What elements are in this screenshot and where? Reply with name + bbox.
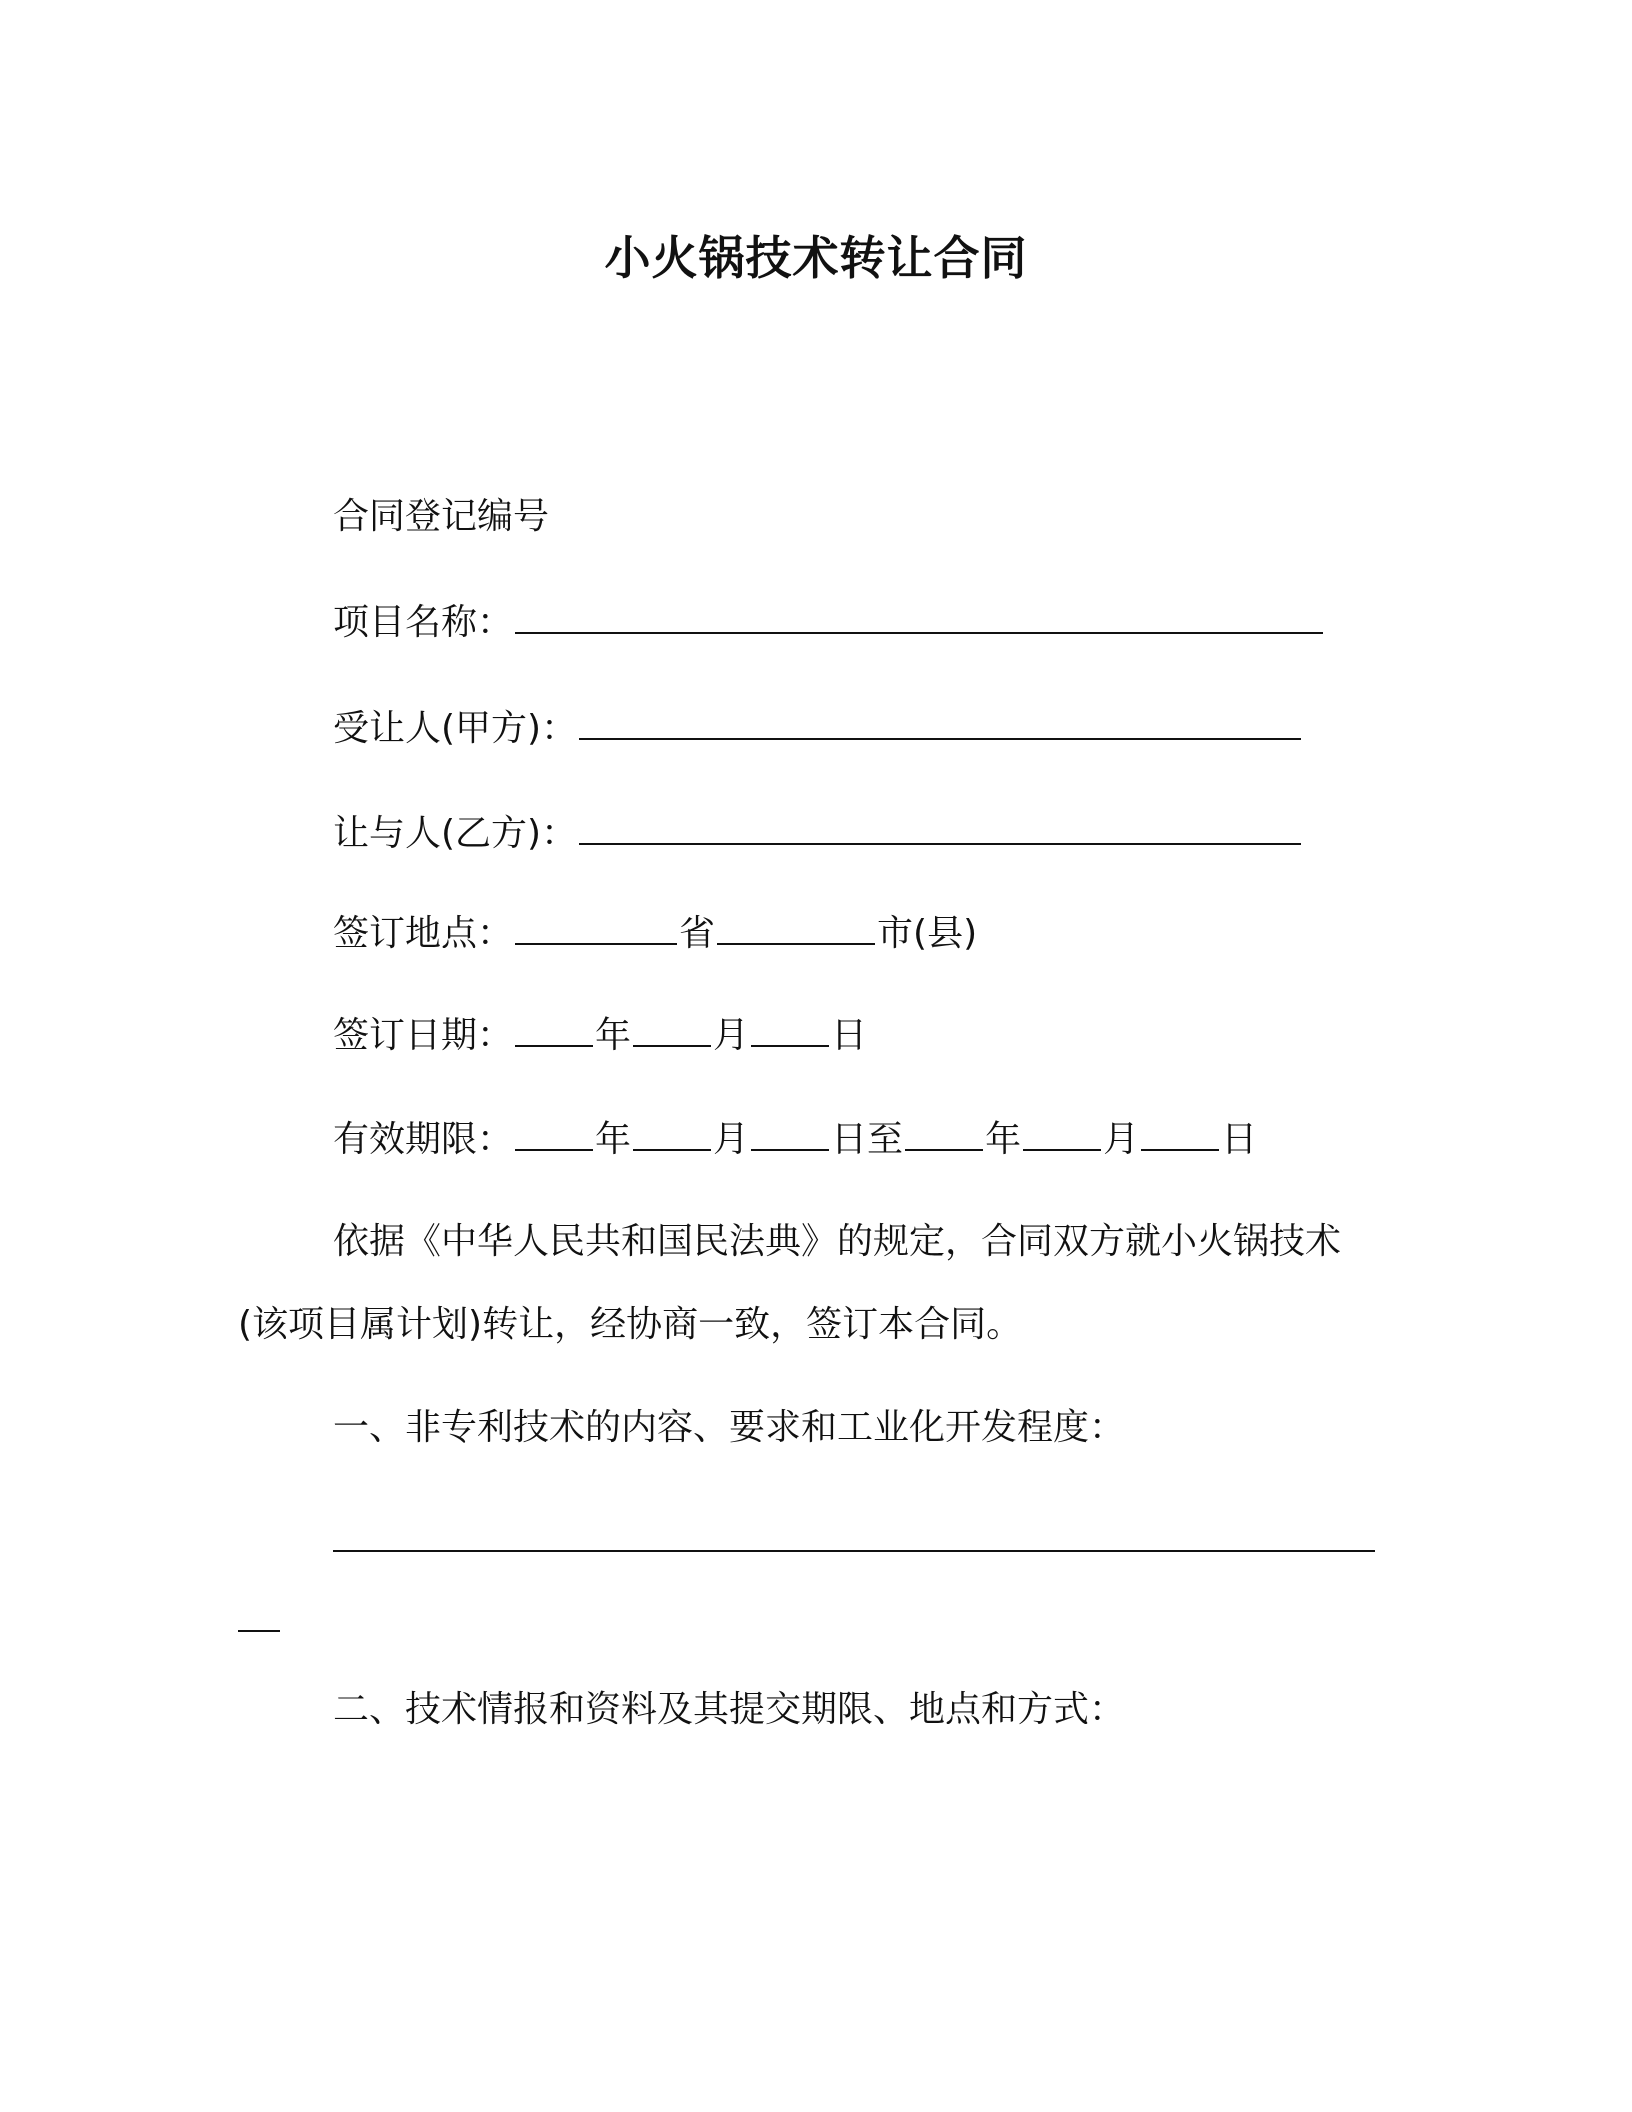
validity-end-year-blank[interactable] [905, 1115, 983, 1151]
project-name-blank[interactable] [515, 598, 1323, 634]
signing-day-label: 日 [831, 1015, 868, 1056]
validity-end-day-label: 日 [1221, 1119, 1258, 1160]
validity-end-year-label: 年 [985, 1119, 1022, 1160]
validity-start-day-blank[interactable] [751, 1115, 829, 1151]
validity-start-month-blank[interactable] [633, 1115, 711, 1151]
validity-start-year-blank[interactable] [515, 1115, 593, 1151]
signing-month-label: 月 [713, 1015, 750, 1056]
validity-to-label: 日至 [831, 1119, 904, 1160]
intro-paragraph-line2: (该项目属计划)转让，经协商一致，签订本合同。 [238, 1304, 1023, 1345]
signing-month-blank[interactable] [633, 1011, 711, 1047]
signing-year-label: 年 [595, 1015, 632, 1056]
validity-end-month-label: 月 [1103, 1119, 1140, 1160]
section-1-blank-line[interactable] [333, 1550, 1375, 1552]
signing-date-row [333, 1011, 867, 1060]
document-title: 小火锅技术转让合同 [604, 231, 1028, 285]
party-b-blank[interactable] [579, 809, 1301, 845]
province-label: 省 [679, 913, 716, 954]
validity-end-day-blank[interactable] [1141, 1115, 1219, 1151]
party-b-row [333, 809, 1303, 858]
intro-paragraph-line1: 依据《中华人民共和国民法典》的规定，合同双方就小火锅技术 [333, 1221, 1342, 1262]
section-2-heading: 二、技术情报和资料及其提交期限、地点和方式： [333, 1689, 1126, 1730]
section-1-heading: 一、非专利技术的内容、要求和工业化开发程度： [333, 1407, 1126, 1448]
party-b-label: 让与人(乙方)： [333, 813, 578, 854]
section-1-blank-line-continuation[interactable] [238, 1630, 280, 1632]
city-label: 市(县) [877, 913, 978, 954]
validity-end-month-blank[interactable] [1023, 1115, 1101, 1151]
party-a-blank[interactable] [579, 704, 1301, 740]
validity-start-year-label: 年 [595, 1119, 632, 1160]
party-a-row [333, 704, 1303, 753]
validity-start-month-label: 月 [713, 1119, 750, 1160]
party-a-label: 受让人(甲方)： [333, 708, 578, 749]
signing-place-row [333, 909, 977, 958]
signing-date-label: 签订日期： [333, 1015, 514, 1056]
signing-place-label: 签订地点： [333, 913, 514, 954]
validity-row [333, 1115, 1257, 1164]
signing-year-blank[interactable] [515, 1011, 593, 1047]
validity-label: 有效期限： [333, 1119, 514, 1160]
province-blank[interactable] [515, 909, 677, 945]
project-name-label: 项目名称： [333, 602, 514, 643]
city-blank[interactable] [717, 909, 875, 945]
registration-number-label: 合同登记编号 [333, 496, 550, 537]
project-name-row [333, 598, 1325, 647]
signing-day-blank[interactable] [751, 1011, 829, 1047]
